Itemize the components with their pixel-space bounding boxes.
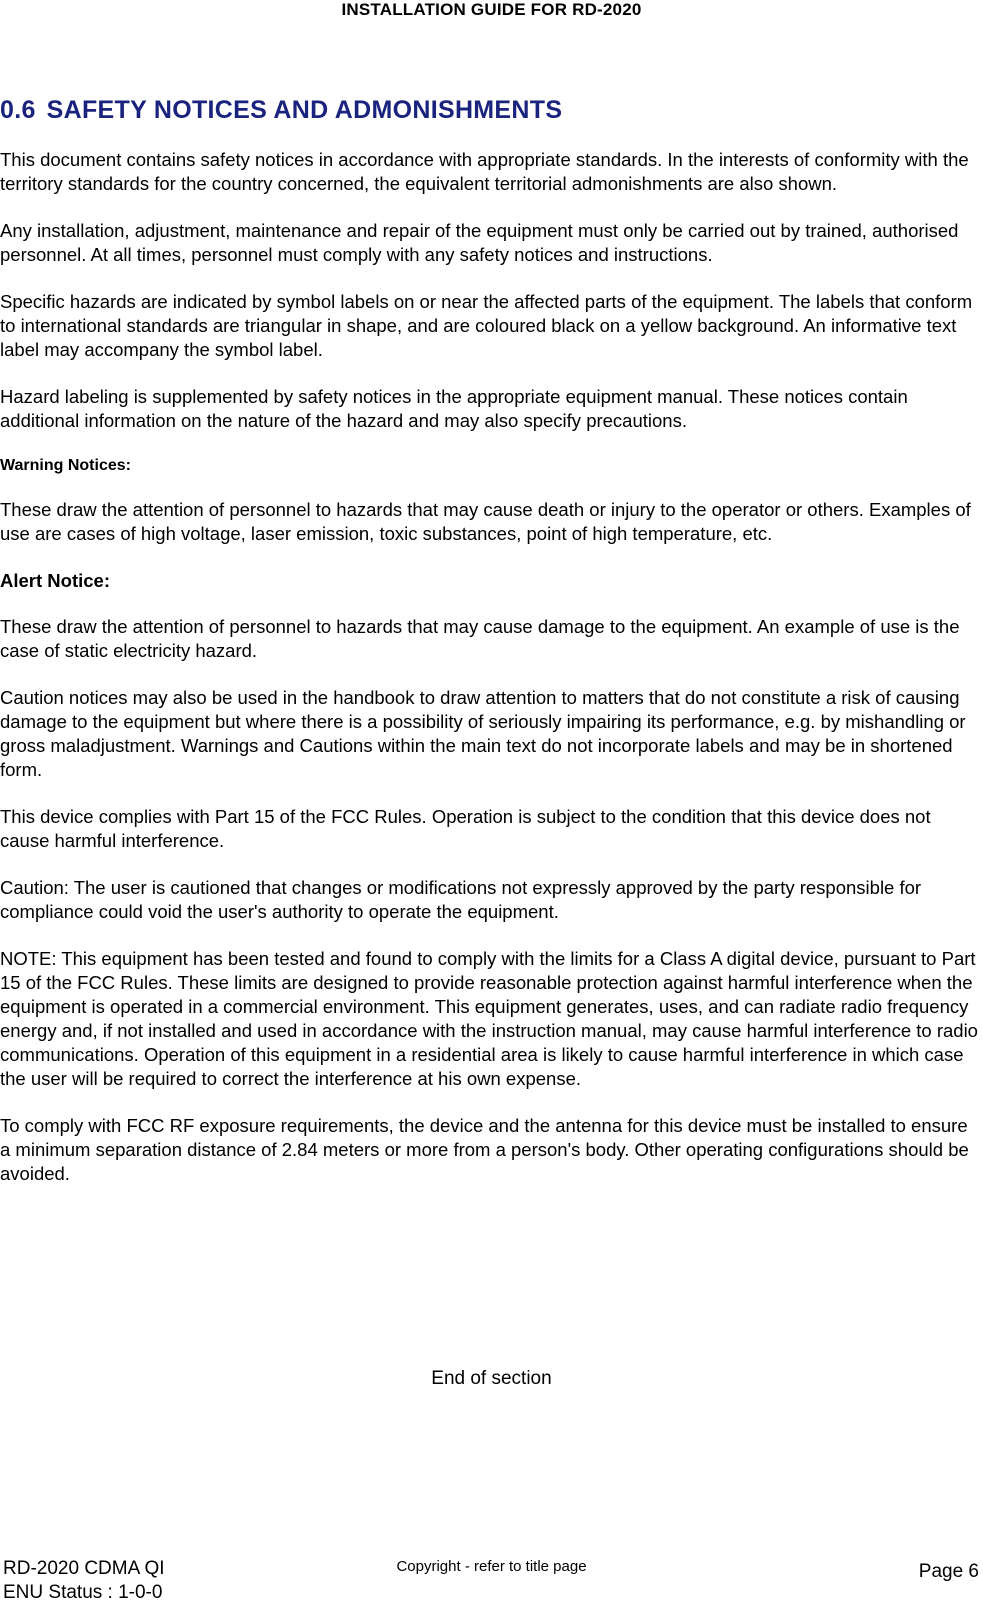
running-header: INSTALLATION GUIDE FOR RD-2020 bbox=[341, 0, 642, 19]
hazard-labels-paragraph: Specific hazards are indicated by symbol labels on or near the affected parts of the equipment. The labels that conform to international standards are triangular in shape, and are coloured black on a yellow background. An informative text label may accompany the symbol label. bbox=[0, 291, 973, 360]
warning-notices-paragraph: These draw the attention of personnel to hazards that may cause death or injury to the operator or others. Examples of use are cases of high voltage, laser emission, toxic substances, point of high temperature, etc. bbox=[0, 499, 971, 544]
intro-paragraph: This document contains safety notices in accordance with appropriate standards. In the interests of conformity with the territory standards for the country concerned, the equivalent territorial admonishments are also shown. bbox=[0, 149, 969, 194]
footer-doc-id: RD-2020 CDMA QI bbox=[3, 1558, 165, 1579]
section-body bbox=[0, 148, 983, 1209]
rf-exposure-paragraph: To comply with FCC RF exposure requirements, the device and the antenna for this device must be installed to ensure a minimum separation distance of 2.84 meters or more from a person's body. Other operating configurations should be avoided. bbox=[0, 1115, 969, 1184]
fcc-note-paragraph: NOTE: This equipment has been tested and found to comply with the limits for a Class A digital device, pursuant to Part 15 of the FCC Rules. These limits are designed to provide reasonable protection against harmful interference when the equipment is operated in a commercial environment. This equipment generates, uses, and can radiate radio frequency energy and, if not installed and used in accordance with the instruction manual, may cause harmful interference to radio communications. Operation of this equipment in a residential area is likely to cause harmful interference in which case the user will be required to correct the interference at his own expense. bbox=[0, 948, 978, 1089]
footer-copyright: Copyright - refer to title page bbox=[396, 1558, 587, 1575]
footer-status: ENU Status : 1-0-0 bbox=[3, 1582, 163, 1603]
hazard-labeling-paragraph: Hazard labeling is supplemented by safety notices in the appropriate equipment manual. These notices contain additional information on the nature of the hazard and may also specify precautions. bbox=[0, 386, 908, 431]
alert-notice-heading: Alert Notice: bbox=[0, 570, 110, 591]
fcc-compliance-paragraph: This device complies with Part 15 of the FCC Rules. Operation is subject to the condition that this device does not cause harmful interference. bbox=[0, 806, 931, 851]
fcc-caution-paragraph: Caution: The user is cautioned that changes or modifications not expressly approved by the party responsible for compliance could void the user's authority to operate the equipment. bbox=[0, 877, 922, 922]
section-title bbox=[0, 95, 562, 125]
end-of-section-marker: End of section bbox=[431, 1368, 552, 1389]
section-title-text: SAFETY NOTICES AND ADMONISHMENTS bbox=[46, 96, 563, 124]
section-number: 0.6 bbox=[0, 96, 36, 124]
caution-notices-paragraph: Caution notices may also be used in the handbook to draw attention to matters that do not constitute a risk of causing damage to the equipment but where there is a possibility of seriously impairing its performance, e.g. by mishandling or gross maladjustment. Warnings and Cautions within the main text do not incorporate labels and may be in shortened form. bbox=[0, 687, 966, 780]
alert-notice-paragraph: These draw the attention of personnel to hazards that may cause damage to the equipment. An example of use is the case of static electricity hazard. bbox=[0, 616, 960, 661]
footer-page-number: Page 6 bbox=[918, 1561, 979, 1582]
warning-notices-heading: Warning Notices: bbox=[0, 457, 131, 474]
personnel-paragraph: Any installation, adjustment, maintenance and repair of the equipment must only be carried out by trained, authorised personnel. At all times, personnel must comply with any safety notices and instructions. bbox=[0, 220, 959, 265]
